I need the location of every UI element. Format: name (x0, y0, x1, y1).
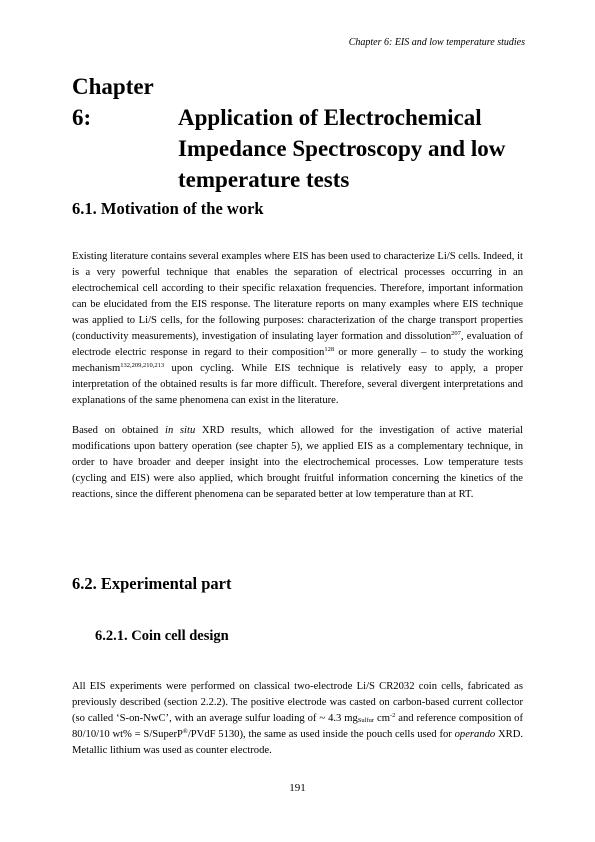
chapter-title-line-1: Application of Electrochemical (178, 105, 482, 130)
citation: 132,209,210,213 (120, 362, 165, 369)
chapter-label: Chapter 6: (72, 74, 154, 130)
chapter-title-line-3: temperature tests (178, 167, 350, 192)
paragraph-coin-cell: All EIS experiments were performed on classical two-electrode Li/S CR2032 coin cells, fabricated as previously described (section 2.2.2). The positive electrode was casted on carbon-based current collector (so called ‘S-on-NwC’, with an average sulfur loading of ~ 4.3 $mg_{Sulfur}$ $cm^{-2}$ and reference composition of 80/10/10 wt% = S/SuperP®/PVdF 5130), the same as used inside the pouch cells used for operando XRD. Metallic lithium was used as counter electrode. (72, 681, 524, 756)
running-header: Chapter 6: EIS and low temperature studies (348, 37, 525, 48)
section-heading-6-2: 6.2. Experimental part (72, 574, 232, 593)
subsection-heading-6-2-1: 6.2.1. Coin cell design (95, 628, 229, 644)
paragraph-motivation-1: Existing literature contains several examples where EIS has been used to characterize Li/S cells. Indeed, it is a very powerful technique that enables the separation of electrical processes occurring in an electrochemical cell according to their specific relaxation frequencies. Therefore, important information can be elucidated from the EIS response. The literature reports on many examples where EIS technique was applied to Li/S cells, for the following purposes: characterization of the charge transport properties (conductivity measurements), investigation of insulating layer formation and dissolution$^{207}$, evaluation of electrode electric response in regard to their composition$^{128}$ or more generally – to study the working mechanism$^{132,209,210,213}$ upon cycling. While EIS technique is relatively easy to apply, a proper interpretation of the obtained results is far more difficult. Therefore, several divergent interpretations and explanations of the same phenomena can exist in the literature. (72, 251, 524, 406)
chapter-title (72, 71, 542, 195)
citation: 128 (324, 346, 335, 353)
page-number: 191 (289, 782, 306, 794)
paragraph-motivation-2: Based on obtained in situ XRD results, which allowed for the investigation of active material modifications upon battery operation (see chapter 5), we applied EIS as a complementary technique, in order to have broader and deeper insight into the electrochemical processes. Low temperature tests (cycling and EIS) were also applied, which brought fruitful information concerning the kinetics of the reactions, since the different phenomena can be separated better at low temperature than at RT. (72, 425, 523, 500)
citation: 207 (451, 330, 461, 337)
section-heading-6-1: 6.1. Motivation of the work (72, 199, 264, 218)
chapter-title-line-2: Impedance Spectroscopy and low (178, 136, 506, 161)
